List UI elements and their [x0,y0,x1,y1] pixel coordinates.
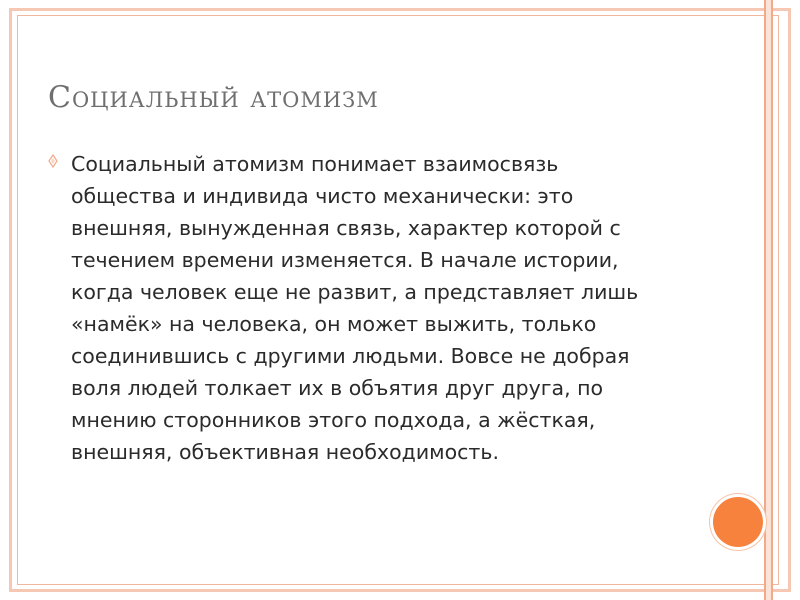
bullet-item [48,148,688,468]
right-accent-line-left [764,0,766,600]
slide-title: Социальный атомизм [48,80,379,115]
diamond-bullet-icon [48,154,58,168]
right-accent-line-right [771,0,773,600]
bullet-text: Социальный атомизм понимает взаимосвязь общества и индивида чисто механически: это внешняя, вынужденная связь, характер которой с течением времени изменяется. В начале истории, когда человек еще не развит, а представляет лишь «намёк» на человека, он может выжить, только соединившись с другими людьми. Вовсе не добрая воля людей толкает их в объятия друг друга, по мнению сторонников этого подхода, а жёсткая, внешняя, объективная необходимость. [71,152,639,464]
orange-circle-ornament [713,497,763,547]
